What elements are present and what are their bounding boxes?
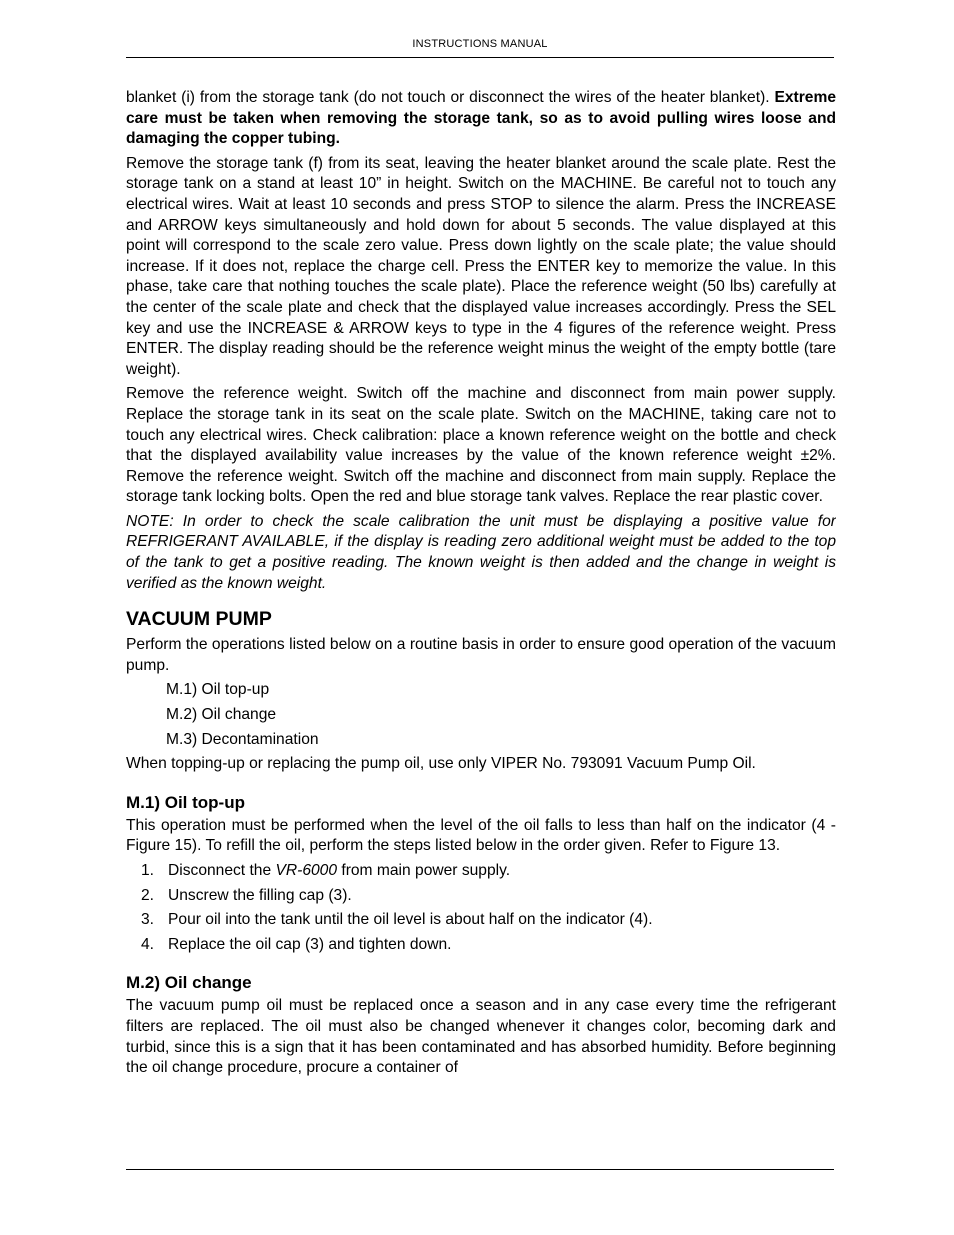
subsection-heading-oil-change: M.2) Oil change <box>126 973 252 993</box>
paragraph-check-calibration: Remove the reference weight. Switch off the machine and disconnect from main power supply. Replace the storage tank in its seat on the scale plate. Switch on the MACHINE, taking care not to touch any electrical wires. Check calibration: place a known reference weight on the bottle and check that the displayed availability value increases by the value of the known reference weight ±2%. Remove the reference weight. Switch off the machine and disconnect from main supply. Replace the storage tank locking bolts. Open the red and blue storage tank valves. Replace the rear plastic cover. <box>126 385 836 506</box>
list-item: M.3) Decontamination <box>166 730 319 748</box>
list-item: M.1) Oil top-up <box>166 681 270 699</box>
list-item <box>141 910 836 931</box>
step-number: 4. <box>141 935 155 953</box>
model-name: VR-6000 <box>275 862 338 879</box>
list-item <box>141 861 836 882</box>
paragraph-oil-top-up: This operation must be performed when the level of the oil falls to less than half on the indicator (4 - Figure 15). To refill the oil, perform the steps listed below in the order given. Refer to Figure 13. <box>126 816 836 855</box>
step-number: 3. <box>141 911 155 929</box>
paragraph-calibration: Remove the storage tank (f) from its seat, leaving the heater blanket around the scale plate. Rest the storage tank on a stand at least 10” in height. Switch on the MACHINE. Be careful not to touch any electrical wires. Wait at least 10 seconds and press STOP to silence the alarm. Press the INCREASE and ARROW keys simultaneously and hold down for about 5 seconds. The value displayed at this point will correspond to the scale zero value. Press down lightly on the scale plate; the value should increase. If it does not, replace the charge cell. Press the ENTER key to memorize the value. In this phase, take care that nothing touches the scale plate). Place the reference weight (50 lbs) carefully at the center of the scale plate and check that the displayed value increases accordingly. Press the SEL key and use the INCREASE & ARROW keys to type in the 4 figures of the reference weight. Press ENTER. The display reading should be the reference weight minus the weight of the empty bottle (tare weight). <box>126 154 836 378</box>
paragraph-heater-blanket <box>126 88 836 150</box>
step-text: Replace the oil cap (3) and tighten down. <box>168 935 452 953</box>
list-item <box>141 886 836 907</box>
running-header: INSTRUCTIONS MANUAL <box>412 38 548 50</box>
header-rule <box>126 57 834 58</box>
step-text: Pour oil into the tank until the oil level is about half on the indicator (4). <box>168 911 653 929</box>
footer-rule <box>126 1169 834 1170</box>
oil-top-up-steps <box>141 861 836 955</box>
step-text: Unscrew the filling cap (3). <box>168 886 352 904</box>
step-number: 1. <box>141 862 155 879</box>
page-content <box>126 88 836 1166</box>
list-item <box>141 935 836 956</box>
list-item: M.2) Oil change <box>166 706 277 724</box>
warning-text: Extreme care must be taken when removing the storage tank, so as to avoid pulling wires loose and damaging the copper tubing. <box>126 89 836 148</box>
calibration-note: NOTE: In order to check the scale calibration the unit must be displaying a positive value for REFRIGERANT AVAILABLE, if the display is reading zero additional weight must be added to the top of the tank to get a positive reading. The known weight is then added and the change in weight is verified as the known weight. <box>126 512 836 592</box>
paragraph-text: blanket (i) from the storage tank (do not touch or disconnect the wires of the heater blanket). <box>126 89 770 106</box>
section-heading-vacuum-pump: VACUUM PUMP <box>126 608 272 631</box>
subsection-heading-oil-top-up: M.1) Oil top-up <box>126 792 245 812</box>
maintenance-list <box>166 680 836 750</box>
step-text: Disconnect the VR-6000 from main power supply. <box>168 862 511 879</box>
paragraph-oil-change: The vacuum pump oil must be replaced once a season and in any case every time the refrigerant filters are replaced. The oil must also be changed whenever it changes color, becoming dark and turbid, since this is a sign that it has been contaminated and has absorbed humidity. Before beginning the oil change procedure, procure a container of <box>126 997 836 1077</box>
paragraph-oil-note: When topping-up or replacing the pump oil, use only VIPER No. 793091 Vacuum Pump Oil. <box>126 755 756 773</box>
paragraph-vacuum-intro: Perform the operations listed below on a routine basis in order to ensure good operation of the vacuum pump. <box>126 636 836 674</box>
step-number: 2. <box>141 886 155 904</box>
